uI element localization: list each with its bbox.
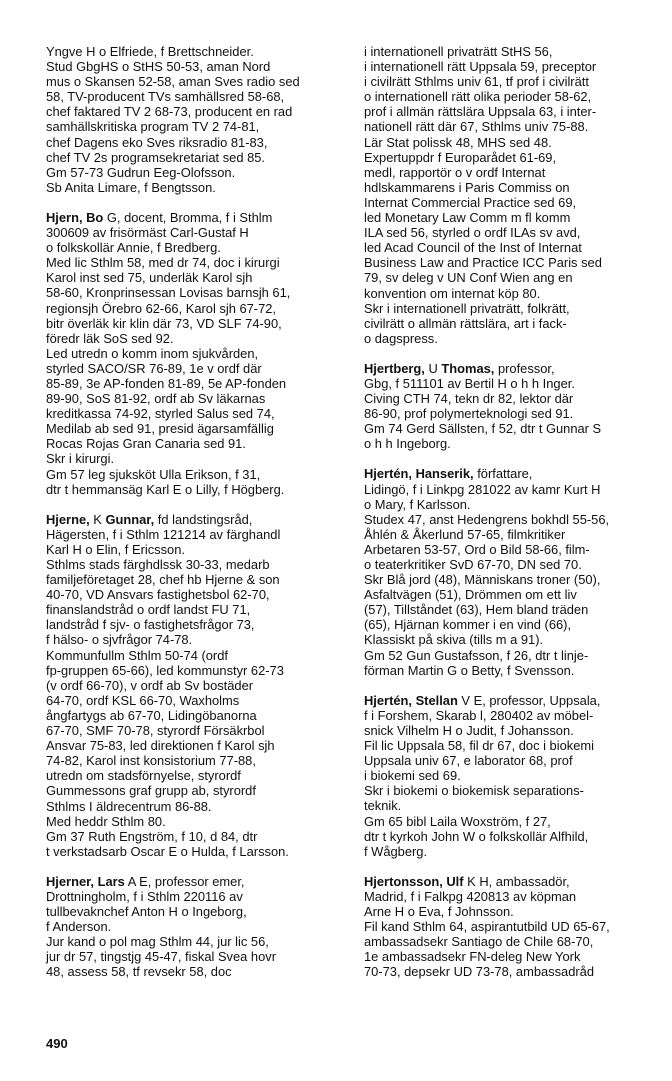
text-line <box>46 919 346 934</box>
entry-text: o h h Ingeborg. <box>364 436 451 452</box>
entry-text: (v ordf 66-70), v ordf ab Sv bostäder <box>46 677 254 693</box>
text-line <box>364 617 668 632</box>
text-line <box>46 270 346 285</box>
entry-text: K H, ambassadör, <box>463 873 570 889</box>
right-column <box>364 44 668 994</box>
text-line <box>364 602 668 617</box>
biography-entry <box>46 44 346 195</box>
entry-text: 300609 av frisörmäst Carl-Gustaf H <box>46 225 249 241</box>
text-line <box>364 255 668 270</box>
text-line <box>364 723 668 738</box>
text-line <box>46 572 346 587</box>
text-line <box>46 874 346 889</box>
text-line <box>364 316 668 331</box>
biography-entry <box>46 210 346 497</box>
text-line <box>364 964 668 979</box>
text-line <box>364 331 668 346</box>
entry-text: 58, TV-producent TVs samhällsred 58-68, <box>46 89 285 105</box>
text-line <box>364 648 668 663</box>
text-line <box>46 59 346 74</box>
entry-text: professor, <box>494 360 555 376</box>
entry-text: styrled SACO/SR 76-89, 1e v ordf där <box>46 360 262 376</box>
entry-text: Med lic Sthlm 58, med dr 74, doc i kirurgi <box>46 255 280 271</box>
text-line <box>364 89 668 104</box>
entry-text: kreditkassa 74-92, styrled Salus sed 74, <box>46 406 275 422</box>
entry-text: Studex 47, anst Hedengrens bokhdl 55-56, <box>364 511 610 527</box>
entry-text: Ansvar 75-83, led direktionen f Karol sjh <box>46 738 275 754</box>
text-line <box>46 723 346 738</box>
text-line <box>46 527 346 542</box>
entry-text: författare, <box>473 466 533 482</box>
text-line <box>46 44 346 59</box>
entry-text: Arne H o Eva, f Johnsson. <box>364 903 514 919</box>
text-line <box>46 557 346 572</box>
entry-text: (65), Hjärnan kommer i en vind (66), <box>364 617 572 633</box>
entry-name: Hjerne, <box>46 511 90 527</box>
text-line <box>46 376 346 391</box>
entry-text: Lidingö, f i Linkpg 281022 av kamr Kurt H <box>364 481 601 497</box>
entry-text: (57), Tillståndet (63), Hem bland träden <box>364 602 589 618</box>
text-line <box>364 874 668 889</box>
text-line <box>364 44 668 59</box>
text-line <box>364 286 668 301</box>
entry-text: Lär Stat polissk 48, MHS sed 48. <box>364 134 552 150</box>
entry-text: Gm 65 bibl Laila Woxström, f 27, <box>364 813 551 829</box>
entry-text: K <box>89 511 106 527</box>
entry-text: Arbetaren 53-57, Ord o Bild 58-66, film- <box>364 541 590 557</box>
entry-text: Klassiskt på skiva (tills m a 91). <box>364 632 544 648</box>
entry-text: i civilrätt Sthlms univ 61, tf prof i civilrätt <box>364 74 589 90</box>
entry-text: Skr i internationell privaträtt, folkrätt, <box>364 300 570 316</box>
entry-text: i internationell rätt Uppsala 59, preceptor <box>364 59 597 75</box>
entry-text: samhällskritiska program TV 2 74-81, <box>46 119 260 135</box>
entry-text: Fil lic Uppsala 58, fil dr 67, doc i biokemi <box>364 738 594 754</box>
text-line <box>364 421 668 436</box>
entry-text: 85-89, 3e AP-fonden 81-89, 5e AP-fonden <box>46 375 287 391</box>
text-line <box>46 482 346 497</box>
entry-text: f Wågberg. <box>364 843 428 859</box>
text-line <box>364 59 668 74</box>
text-line <box>364 466 668 481</box>
entry-text: Åhlén & Åkerlund 57-65, filmkritiker <box>364 526 566 542</box>
text-line <box>364 738 668 753</box>
entry-text: U <box>424 360 442 376</box>
text-line <box>46 346 346 361</box>
entry-text: Fil kand Sthlm 64, aspirantutbild UD 65-67, <box>364 919 610 935</box>
text-line <box>46 74 346 89</box>
entry-text: Kommunfullm Sthlm 50-74 (ordf <box>46 647 228 663</box>
text-line <box>364 783 668 798</box>
entry-text: ambassadsekr Santiago de Chile 68-70, <box>364 934 594 950</box>
text-line <box>46 391 346 406</box>
entry-text: Gm 57 leg sjuksköt Ulla Erikson, f 31, <box>46 466 261 482</box>
entry-text: 1e ambassadsekr FN-deleg New York <box>364 949 581 965</box>
entry-text: Gbg, f 511101 av Bertil H o h h Inger. <box>364 375 575 391</box>
text-line <box>364 119 668 134</box>
text-line <box>364 632 668 647</box>
entry-text: V E, professor, Uppsala, <box>457 692 601 708</box>
text-line <box>364 708 668 723</box>
entry-text: Skr Blå jord (48), Människans troner (50), <box>364 572 601 588</box>
text-line <box>46 421 346 436</box>
entry-text: Yngve H o Elfriede, f Brettschneider. <box>46 44 254 59</box>
entry-text: led Monetary Law Comm m fl komm <box>364 210 571 226</box>
text-line <box>364 798 668 813</box>
text-line <box>364 376 668 391</box>
text-line <box>46 285 346 300</box>
entry-text: Gm 74 Gerd Sällsten, f 52, dtr t Gunnar S <box>364 421 602 437</box>
text-line <box>46 587 346 602</box>
entry-text: förman Martin G o Betty, f Svensson. <box>364 662 575 678</box>
entry-text: Medilab ab sed 91, presid ägarsamfällig <box>46 421 274 437</box>
text-line <box>364 482 668 497</box>
text-line <box>364 240 668 255</box>
entry-text: o internationell rätt olika perioder 58-62, <box>364 89 592 105</box>
text-line <box>364 693 668 708</box>
entry-name: Thomas, <box>441 360 495 376</box>
entry-text: jur dr 57, tingstjg 45-47, fiskal Svea hovr <box>46 949 276 965</box>
text-line <box>364 135 668 150</box>
text-line <box>46 829 346 844</box>
biography-entry <box>364 361 668 452</box>
entry-text: ångfartygs ab 67-70, Lidingöbanorna <box>46 707 257 723</box>
entry-text: Business Law and Practice ICC Paris sed <box>364 255 602 271</box>
text-line <box>46 135 346 150</box>
entry-text: medl, rapportör o v ordf Internat <box>364 164 546 180</box>
text-line <box>364 180 668 195</box>
entry-text: konvention om internat köp 80. <box>364 285 541 301</box>
text-line <box>46 783 346 798</box>
entry-text: Skr i biokemi o biokemisk separations- <box>364 783 584 799</box>
entry-text: dtr t hemmansäg Karl E o Lilly, f Högberg. <box>46 481 285 497</box>
text-line <box>46 361 346 376</box>
entry-text: Gm 57-73 Gudrun Eeg-Olofsson. <box>46 164 236 180</box>
entry-text: 58-60, Kronprinsessan Lovisas barnsjh 61, <box>46 285 291 301</box>
left-column <box>46 44 346 995</box>
text-line <box>364 436 668 451</box>
entry-text: Gm 37 Ruth Engström, f 10, d 84, dtr <box>46 828 258 844</box>
text-line <box>46 451 346 466</box>
entry-text: mus o Skansen 52-58, aman Sves radio sed <box>46 74 300 90</box>
text-line <box>46 632 346 647</box>
text-line <box>46 768 346 783</box>
text-line <box>46 693 346 708</box>
entry-text: regionsjh Örebro 62-66, Karol sjh 67-72, <box>46 300 277 316</box>
entry-text: Led utredn o komm inom sjukvården, <box>46 345 259 361</box>
entry-text: led Acad Council of the Inst of Internat <box>364 240 582 256</box>
entry-name: Hjertén, Stellan <box>364 692 458 708</box>
text-line <box>46 165 346 180</box>
entry-text: 86-90, prof polymerteknologi sed 91. <box>364 406 574 422</box>
biography-entry <box>364 874 668 980</box>
entry-text: prof i allmän rättslära Uppsala 63, i inter- <box>364 104 597 120</box>
entry-text: chef Dagens eko Sves riksradio 81-83, <box>46 134 268 150</box>
entry-text: o folkskollär Annie, f Bredberg. <box>46 240 221 256</box>
entry-text: Gummessons graf grupp ab, styrordf <box>46 783 256 799</box>
text-line <box>46 436 346 451</box>
text-line <box>364 889 668 904</box>
entry-text: Stud GbgHS o StHS 50-53, aman Nord <box>46 59 271 75</box>
text-line <box>46 934 346 949</box>
text-line <box>46 255 346 270</box>
biography-entry <box>364 44 668 346</box>
text-line <box>364 150 668 165</box>
text-line <box>364 391 668 406</box>
entry-text: dtr t kyrkoh John W o folkskollär Alfhild, <box>364 828 589 844</box>
entry-text: Karol inst sed 75, underläk Karol sjh <box>46 270 253 286</box>
entry-text: f i Forshem, Skarab l, 280402 av möbel- <box>364 707 594 723</box>
entry-text: Drottningholm, f i Sthlm 220116 av <box>46 888 243 904</box>
text-line <box>364 949 668 964</box>
entry-text: snick Vilhelm H o Judit, f Johansson. <box>364 722 574 738</box>
entry-text: 79, sv deleg v UN Conf Wien ang en <box>364 270 573 286</box>
entry-text: Hägersten, f i Sthlm 121214 av färghandl <box>46 526 281 542</box>
text-line <box>46 889 346 904</box>
biography-entry <box>364 466 668 677</box>
entry-name: Hjertberg, <box>364 360 425 376</box>
entry-text: tullbevaknchef Anton H o Ingeborg, <box>46 904 247 920</box>
text-line <box>46 904 346 919</box>
entry-text: Jur kand o pol mag Sthlm 44, jur lic 56, <box>46 934 269 950</box>
text-line <box>364 904 668 919</box>
entry-name: Hjern, Bo <box>46 209 104 225</box>
text-line <box>364 225 668 240</box>
entry-text: Asfaltvägen (51), Drömmen om ett liv <box>364 587 577 603</box>
text-line <box>46 708 346 723</box>
entry-text: chef TV 2s programsekretariat sed 85. <box>46 149 266 165</box>
entry-text: 40-70, VD Ansvars fastighetsbol 62-70, <box>46 587 270 603</box>
text-line <box>364 829 668 844</box>
text-line <box>46 949 346 964</box>
text-line <box>46 738 346 753</box>
entry-text: familjeföretaget 28, chef hb Hjerne & son <box>46 572 280 588</box>
text-line <box>364 104 668 119</box>
text-line <box>364 919 668 934</box>
entry-text: t verkstadsarb Oscar E o Hulda, f Larsson. <box>46 843 289 859</box>
text-line <box>46 301 346 316</box>
text-line <box>364 934 668 949</box>
text-line <box>364 497 668 512</box>
entry-text: Uppsala univ 67, e laborator 68, prof <box>364 753 573 769</box>
entry-text: o dagspress. <box>364 330 438 346</box>
text-line <box>46 104 346 119</box>
text-line <box>46 753 346 768</box>
text-line <box>364 361 668 376</box>
text-line <box>46 512 346 527</box>
entry-text: hdlskammarens i Paris Commiss on <box>364 179 570 195</box>
entry-name: Gunnar, <box>105 511 155 527</box>
entry-text: chef faktared TV 2 68-73, producent en rad <box>46 104 293 120</box>
text-line <box>364 301 668 316</box>
text-line <box>46 617 346 632</box>
text-line <box>46 150 346 165</box>
entry-text: Madrid, f i Falkpg 420813 av köpman <box>364 888 577 904</box>
entry-text: fp-gruppen 65-66), led kommunstyr 62-73 <box>46 662 284 678</box>
text-line <box>46 678 346 693</box>
text-line <box>364 557 668 572</box>
entry-text: Rocas Rojas Gran Canaria sed 91. <box>46 436 246 452</box>
entry-text: 70-73, depsekr UD 73-78, ambassadråd <box>364 964 595 980</box>
entry-text: föredr läk SoS sed 92. <box>46 330 174 346</box>
entry-text: Sthlms I äldrecentrum 86-88. <box>46 798 212 814</box>
text-line <box>364 768 668 783</box>
text-line <box>46 210 346 225</box>
entry-text: 64-70, ordf KSL 66-70, Waxholms <box>46 692 240 708</box>
text-line <box>46 180 346 195</box>
entry-text: bitr överläk kir klin där 73, VD SLF 74-90, <box>46 315 282 331</box>
text-line <box>364 195 668 210</box>
entry-text: Gm 52 Gun Gustafsson, f 26, dtr t linje- <box>364 647 589 663</box>
entry-text: Karl H o Elin, f Ericsson. <box>46 541 185 557</box>
entry-text: landstråd f sjv- o fastighetsfrågor 73, <box>46 617 255 633</box>
text-line <box>46 648 346 663</box>
text-line <box>46 119 346 134</box>
entry-text: Sthlms stads färghdlssk 30-33, medarb <box>46 557 270 572</box>
entry-text: ILA sed 56, styrled o ordf ILAs sv avd, <box>364 225 581 241</box>
text-line <box>46 964 346 979</box>
entry-text: teknik. <box>364 798 402 814</box>
text-line <box>364 753 668 768</box>
entry-text: civilrätt o allmän rättslära, art i fack- <box>364 315 567 331</box>
text-line <box>46 406 346 421</box>
entry-text: f Anderson. <box>46 919 112 935</box>
entry-text: Expertuppdr f Europarådet 61-69, <box>364 149 557 165</box>
biography-entry <box>364 693 668 859</box>
text-line <box>364 587 668 602</box>
entry-name: Hjertén, Hanserik, <box>364 466 474 482</box>
text-line <box>364 270 668 285</box>
text-line <box>46 467 346 482</box>
text-line <box>364 74 668 89</box>
entry-text: nationell rätt där 67, Sthlms univ 75-88. <box>364 119 589 135</box>
entry-text: Med heddr Sthlm 80. <box>46 813 166 829</box>
text-line <box>46 89 346 104</box>
text-line <box>46 663 346 678</box>
text-line <box>46 331 346 346</box>
biography-entry <box>46 874 346 980</box>
entry-text: G, docent, Bromma, f i Sthlm <box>103 209 273 225</box>
entry-text: i biokemi sed 69. <box>364 768 461 784</box>
entry-text: o teaterkritiker SvD 67-70, DN sed 70. <box>364 557 582 572</box>
text-line <box>364 572 668 587</box>
text-line <box>364 814 668 829</box>
entry-text: 74-82, Karol inst konsistorium 77-88, <box>46 753 256 769</box>
text-line <box>46 542 346 557</box>
entry-name: Hjertonsson, Ulf <box>364 873 464 889</box>
text-line <box>364 663 668 678</box>
entry-text: 67-70, SMF 70-78, styrordf Försäkrbol <box>46 723 265 739</box>
entry-text: finanslandstråd o ordf landst FU 71, <box>46 602 251 618</box>
text-line <box>364 527 668 542</box>
text-line <box>46 316 346 331</box>
text-line <box>364 210 668 225</box>
text-line <box>46 799 346 814</box>
text-line <box>364 165 668 180</box>
entry-text: f hälso- o sjvfrågor 74-78. <box>46 632 193 648</box>
text-line <box>46 602 346 617</box>
entry-text: fd landstingsråd, <box>154 511 253 527</box>
entry-text: 89-90, SoS 81-92, ordf ab Sv läkarnas <box>46 391 266 407</box>
entry-text: A E, professor emer, <box>124 873 245 889</box>
text-line <box>364 844 668 859</box>
text-line <box>46 844 346 859</box>
entry-text: i internationell privaträtt StHS 56, <box>364 44 553 59</box>
entry-text: o Mary, f Karlsson. <box>364 496 471 512</box>
page-number: 490 <box>46 1036 68 1051</box>
text-line <box>46 814 346 829</box>
entry-text: utredn om stadsförnyelse, styrordf <box>46 768 241 784</box>
text-line <box>364 512 668 527</box>
text-line <box>364 406 668 421</box>
entry-text: Sb Anita Limare, f Bengtsson. <box>46 179 216 195</box>
entry-text: Skr i kirurgi. <box>46 451 115 467</box>
entry-text: 48, assess 58, tf revsekr 58, doc <box>46 964 232 980</box>
entry-text: Internat Commercial Practice sed 69, <box>364 194 577 210</box>
text-line <box>46 240 346 255</box>
text-line <box>46 225 346 240</box>
biography-entry <box>46 512 346 859</box>
entry-text: Civing CTH 74, tekn dr 82, lektor där <box>364 391 574 407</box>
text-line <box>364 542 668 557</box>
entry-name: Hjerner, Lars <box>46 873 125 889</box>
